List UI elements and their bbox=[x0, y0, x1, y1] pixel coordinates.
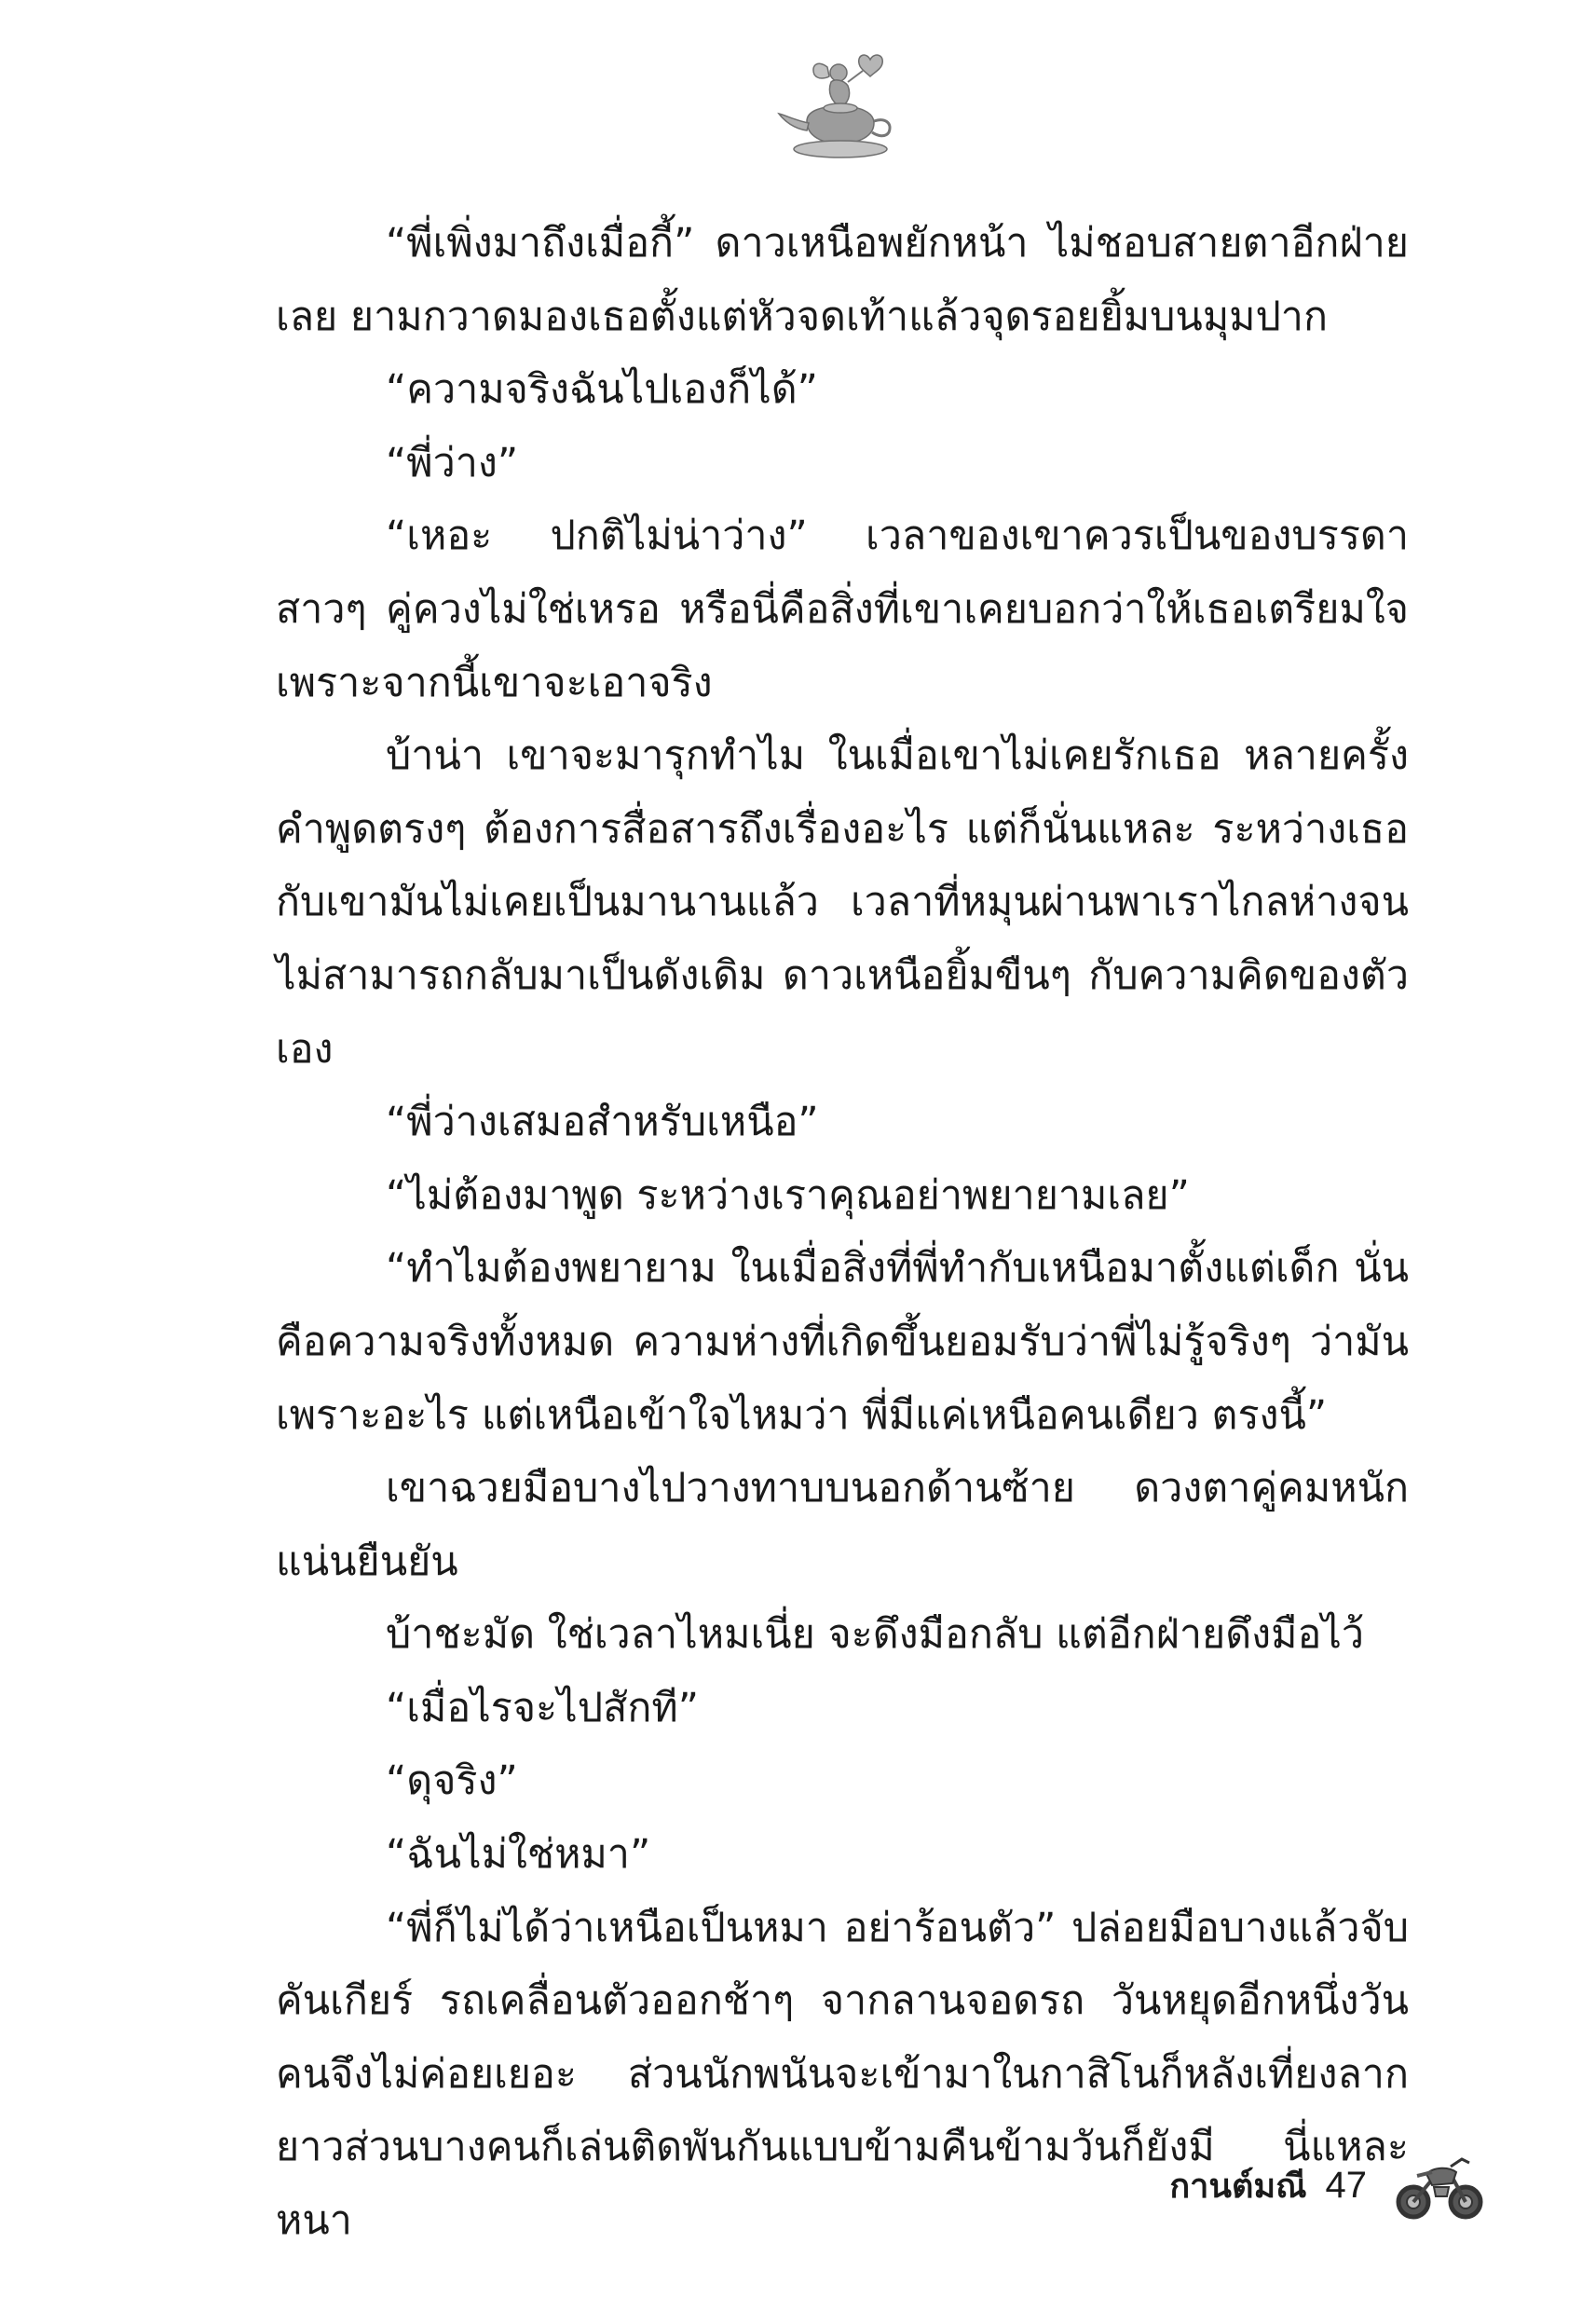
cupid-teapot-ornament-icon bbox=[770, 48, 909, 170]
paragraph: “พี่ก็ไม่ได้ว่าเหนือเป็นหมา อย่าร้อนตัว” ปล่อยมือบางแล้วจับคันเกียร์ รถเคลื่อนตัวออกช้าๆ จากลานจอดรถ วันหยุดอีกหนึ่งวันคนจึงไม่ค่อยเยอะ ส่วนนักพนันจะเข้ามาในกาสิโนก็หลังเที่ยงลากยาวส่วนบางคนก็เล่นติดพันกันแบบข้ามคืนข้ามวันก็ยังมี นี่แหละหนา bbox=[276, 1904, 1409, 2245]
paragraph: “ดุจริง” bbox=[386, 1757, 518, 1805]
paragraph: บ้าชะมัด ใช่เวลาไหมเนี่ย จะดึงมือกลับ แต่อีกฝ่ายดึงมือไว้ bbox=[386, 1611, 1365, 1659]
paragraph: “เหอะ ปกติไม่น่าว่าง” เวลาของเขาควรเป็นของบรรดาสาวๆ คู่ควงไม่ใช่เหรอ หรือนี่คือสิ่งที่เขาเคยบอกว่าให้เธอเตรียมใจ เพราะจากนี้เขาจะเอาจริง bbox=[276, 513, 1409, 706]
paragraph: “พี่ว่างเสมอสำหรับเหนือ” bbox=[386, 1099, 819, 1146]
paragraph: “ทำไมต้องพยายาม ในเมื่อสิ่งที่พี่ทำกับเหนือมาตั้งแต่เด็ก นั่นคือความจริงทั้งหมด ความห่างที่เกิดขึ้นยอมรับว่าพี่ไม่รู้จริงๆ ว่ามันเพราะอะไร แต่เหนือเข้าใจไหมว่า พี่มีแค่เหนือคนเดียว ตรงนี้” bbox=[276, 1245, 1409, 1439]
paragraph: “ไม่ต้องมาพูด ระหว่างเราคุณอย่าพยายามเลย” bbox=[386, 1171, 1190, 1219]
paragraph: “ความจริงฉันไปเองก็ได้” bbox=[386, 366, 818, 414]
page-footer bbox=[1169, 2134, 1484, 2236]
paragraph: บ้าน่า เขาจะมารุกทำไม ในเมื่อเขาไม่เคยรักเธอ หลายครั้งคำพูดตรงๆ ต้องการสื่อสารถึงเรื่องอะไร แต่ก็นั่นแหละ ระหว่างเธอกับเขามันไม่เคยเป็นมานานแล้ว เวลาที่หมุนผ่านพาเราไกลห่างจนไม่สามารถกลับมาเป็นดังเดิม ดาวเหนือยิ้มขืนๆ กับความคิดของตัวเอง bbox=[276, 732, 1409, 1073]
paragraph: เขาฉวยมือบางไปวางทาบบนอกด้านซ้าย ดวงตาคู่คมหนักแน่นยืนยัน bbox=[276, 1465, 1409, 1585]
author-name: กานต์มณี bbox=[1169, 2167, 1307, 2206]
motorcycle-icon bbox=[1395, 2146, 1484, 2224]
chapter-body bbox=[276, 207, 1409, 2258]
paragraph: “เมื่อไรจะไปสักที” bbox=[386, 1684, 699, 1731]
paragraph: “ฉันไม่ใช่หมา” bbox=[386, 1831, 651, 1879]
page-number: 47 bbox=[1325, 2164, 1367, 2206]
paragraph: “พี่เพิ่งมาถึงเมื่อกี้” ดาวเหนือพยักหน้า ไม่ชอบสายตาอีกฝ่ายเลย ยามกวาดมองเธอตั้งแต่หัวจดเท้าแล้วจุดรอยยิ้มบนมุมปาก bbox=[276, 220, 1409, 340]
paragraph: “พี่ว่าง” bbox=[386, 439, 519, 486]
